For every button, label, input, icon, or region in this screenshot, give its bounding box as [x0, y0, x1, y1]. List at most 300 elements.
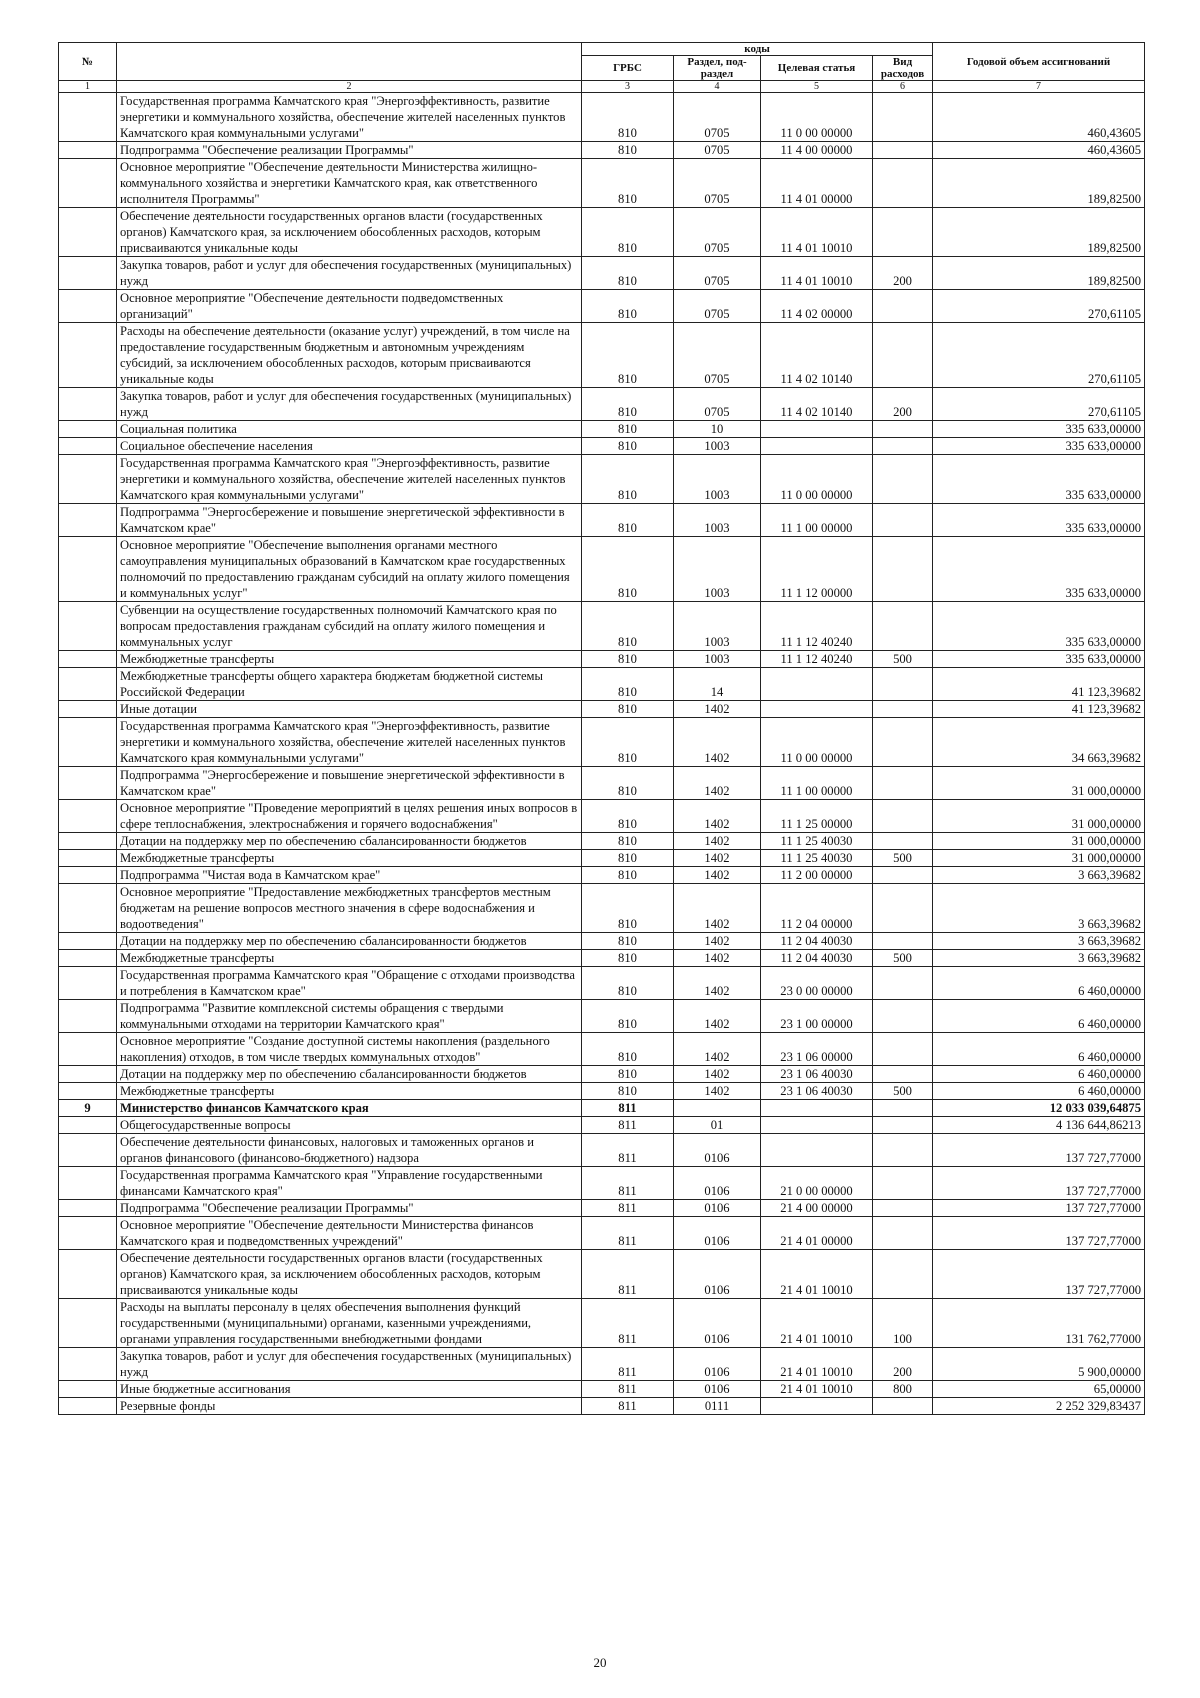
- row-target-code: 21 4 01 00000: [761, 1217, 873, 1250]
- row-expense-type: 500: [873, 850, 933, 867]
- col-codes-header: коды: [582, 43, 933, 56]
- row-target-code: 11 1 00 00000: [761, 767, 873, 800]
- table-row: [59, 208, 1145, 257]
- table-row: [59, 1167, 1145, 1200]
- row-expense-type: [873, 1167, 933, 1200]
- table-row: [59, 800, 1145, 833]
- row-amount: 335 633,00000: [933, 651, 1145, 668]
- row-amount: 137 727,77000: [933, 1134, 1145, 1167]
- row-number: [59, 701, 117, 718]
- row-section-code: 0106: [674, 1167, 761, 1200]
- row-section-code: 0705: [674, 93, 761, 142]
- row-expense-type: [873, 800, 933, 833]
- row-target-code: 11 1 25 40030: [761, 833, 873, 850]
- row-amount: 41 123,39682: [933, 701, 1145, 718]
- row-section-code: 1402: [674, 850, 761, 867]
- row-grbs-code: 811: [582, 1348, 674, 1381]
- table-row: [59, 867, 1145, 884]
- row-name: Государственная программа Камчатского края "Энергоэффективность, развитие энергетики и коммунального хозяйства, обеспечение жителей населенных пунктов Камчатского края коммунальными услугами": [117, 455, 582, 504]
- row-grbs-code: 810: [582, 159, 674, 208]
- row-name: Государственная программа Камчатского края "Энергоэффективность, развитие энергетики и коммунального хозяйства, обеспечение жителей населенных пунктов Камчатского края коммунальными услугами": [117, 93, 582, 142]
- row-name: Основное мероприятие "Обеспечение деятельности Министерства финансов Камчатского края и подведомственных учреждений": [117, 1217, 582, 1250]
- col-index: 7: [933, 81, 1145, 93]
- row-target-code: 11 4 02 00000: [761, 290, 873, 323]
- row-expense-type: [873, 933, 933, 950]
- row-amount: 460,43605: [933, 93, 1145, 142]
- row-section-code: 1402: [674, 1083, 761, 1100]
- row-number: [59, 455, 117, 504]
- row-number: [59, 142, 117, 159]
- row-target-code: [761, 421, 873, 438]
- row-name: Закупка товаров, работ и услуг для обеспечения государственных (муниципальных) нужд: [117, 257, 582, 290]
- row-grbs-code: 810: [582, 767, 674, 800]
- row-amount: 6 460,00000: [933, 1000, 1145, 1033]
- row-number: [59, 1117, 117, 1134]
- row-section-code: 1003: [674, 438, 761, 455]
- row-amount: 5 900,00000: [933, 1348, 1145, 1381]
- table-row: [59, 1100, 1145, 1117]
- row-amount: 131 762,77000: [933, 1299, 1145, 1348]
- table-row: [59, 767, 1145, 800]
- row-number: [59, 718, 117, 767]
- row-amount: 270,61105: [933, 388, 1145, 421]
- row-section-code: 01: [674, 1117, 761, 1134]
- col-index: 3: [582, 81, 674, 93]
- row-number: [59, 1083, 117, 1100]
- table-row: [59, 257, 1145, 290]
- row-number: [59, 93, 117, 142]
- col-expense-type-header: Вид расходов: [873, 56, 933, 81]
- row-expense-type: 500: [873, 651, 933, 668]
- row-number: [59, 1033, 117, 1066]
- row-amount: 3 663,39682: [933, 933, 1145, 950]
- row-target-code: [761, 1100, 873, 1117]
- table-row: [59, 950, 1145, 967]
- row-amount: 460,43605: [933, 142, 1145, 159]
- row-section-code: 1402: [674, 1000, 761, 1033]
- table-row: [59, 438, 1145, 455]
- col-target-header: Целевая статья: [761, 56, 873, 81]
- row-expense-type: [873, 290, 933, 323]
- row-name: Подпрограмма "Чистая вода в Камчатском крае": [117, 867, 582, 884]
- row-amount: 31 000,00000: [933, 800, 1145, 833]
- row-number: [59, 438, 117, 455]
- row-name: Обеспечение деятельности финансовых, налоговых и таможенных органов и органов финансового (финансово-бюджетного) надзора: [117, 1134, 582, 1167]
- row-amount: 335 633,00000: [933, 602, 1145, 651]
- table-row: [59, 1083, 1145, 1100]
- row-section-code: 1402: [674, 800, 761, 833]
- row-amount: 34 663,39682: [933, 718, 1145, 767]
- row-name: Основное мероприятие "Обеспечение выполнения органами местного самоуправления муниципальных образований в Камчатском крае государственных полномочий по предоставлению гражданам субсидий на оплату жилого помещения и коммунальных услуг": [117, 537, 582, 602]
- row-expense-type: [873, 833, 933, 850]
- row-grbs-code: 811: [582, 1167, 674, 1200]
- row-section-code: 1003: [674, 602, 761, 651]
- row-number: [59, 967, 117, 1000]
- row-name: Социальная политика: [117, 421, 582, 438]
- row-expense-type: [873, 1134, 933, 1167]
- row-section-code: 1402: [674, 1033, 761, 1066]
- row-target-code: 11 0 00 00000: [761, 718, 873, 767]
- row-name: Расходы на обеспечение деятельности (оказание услуг) учреждений, в том числе на предоставление государственным бюджетным и автономным учреждениям субсидий, за исключением обособленных расходов, которым присваиваются уникальные коды: [117, 323, 582, 388]
- row-expense-type: [873, 455, 933, 504]
- row-name: Обеспечение деятельности государственных органов власти (государственных органов) Камчатского края, за исключением обособленных расходов, которым присваиваются уникальные коды: [117, 208, 582, 257]
- row-section-code: 0106: [674, 1134, 761, 1167]
- row-name: Субвенции на осуществление государственных полномочий Камчатского края по вопросам предоставления гражданам субсидий на оплату жилого помещения и коммунальных услуг: [117, 602, 582, 651]
- col-index: 1: [59, 81, 117, 93]
- table-row: [59, 718, 1145, 767]
- row-section-code: 0705: [674, 388, 761, 421]
- row-number: [59, 850, 117, 867]
- row-amount: 6 460,00000: [933, 967, 1145, 1000]
- row-section-code: 1402: [674, 933, 761, 950]
- row-target-code: 11 2 04 40030: [761, 933, 873, 950]
- row-amount: 137 727,77000: [933, 1250, 1145, 1299]
- table-row: [59, 1033, 1145, 1066]
- row-expense-type: [873, 718, 933, 767]
- row-amount: 270,61105: [933, 323, 1145, 388]
- row-amount: 2 252 329,83437: [933, 1398, 1145, 1415]
- table-row: [59, 651, 1145, 668]
- row-section-code: 1003: [674, 537, 761, 602]
- row-number: [59, 504, 117, 537]
- row-section-code: [674, 1100, 761, 1117]
- col-index: 6: [873, 81, 933, 93]
- table-row: [59, 850, 1145, 867]
- row-expense-type: 100: [873, 1299, 933, 1348]
- row-section-code: 1402: [674, 833, 761, 850]
- row-target-code: 11 4 01 10010: [761, 208, 873, 257]
- table-row: [59, 701, 1145, 718]
- row-amount: 335 633,00000: [933, 438, 1145, 455]
- table-row: [59, 933, 1145, 950]
- table-row: [59, 884, 1145, 933]
- table-row: [59, 323, 1145, 388]
- row-number: [59, 833, 117, 850]
- row-target-code: 11 1 12 00000: [761, 537, 873, 602]
- row-target-code: [761, 701, 873, 718]
- table-row: [59, 833, 1145, 850]
- row-section-code: 0705: [674, 323, 761, 388]
- row-number: [59, 323, 117, 388]
- row-target-code: 23 1 06 00000: [761, 1033, 873, 1066]
- row-target-code: 21 4 01 10010: [761, 1299, 873, 1348]
- table-row: [59, 290, 1145, 323]
- row-grbs-code: 810: [582, 438, 674, 455]
- row-section-code: 14: [674, 668, 761, 701]
- row-number: [59, 388, 117, 421]
- row-amount: 270,61105: [933, 290, 1145, 323]
- row-section-code: 0705: [674, 159, 761, 208]
- row-number: [59, 1134, 117, 1167]
- row-grbs-code: 810: [582, 1033, 674, 1066]
- row-grbs-code: 811: [582, 1250, 674, 1299]
- row-number: [59, 651, 117, 668]
- col-amount-header: Годовой объем ассигнований: [933, 43, 1145, 81]
- row-grbs-code: 810: [582, 800, 674, 833]
- row-expense-type: [873, 1217, 933, 1250]
- row-target-code: [761, 1117, 873, 1134]
- row-grbs-code: 811: [582, 1117, 674, 1134]
- row-amount: 137 727,77000: [933, 1217, 1145, 1250]
- row-section-code: 1402: [674, 867, 761, 884]
- row-name: Основное мероприятие "Обеспечение деятельности Министерства жилищно-коммунального хозяйства и энергетики Камчатского края, как ответственного исполнителя Программы": [117, 159, 582, 208]
- row-amount: 65,00000: [933, 1381, 1145, 1398]
- row-number: [59, 1200, 117, 1217]
- row-target-code: 21 4 01 10010: [761, 1381, 873, 1398]
- row-expense-type: 500: [873, 1083, 933, 1100]
- row-expense-type: [873, 1066, 933, 1083]
- row-grbs-code: 810: [582, 208, 674, 257]
- row-number: [59, 950, 117, 967]
- row-expense-type: [873, 1398, 933, 1415]
- row-name: Общегосударственные вопросы: [117, 1117, 582, 1134]
- row-grbs-code: 810: [582, 537, 674, 602]
- row-expense-type: [873, 438, 933, 455]
- row-expense-type: [873, 159, 933, 208]
- row-expense-type: [873, 1117, 933, 1134]
- table-row: [59, 1066, 1145, 1083]
- row-expense-type: [873, 701, 933, 718]
- row-expense-type: [873, 504, 933, 537]
- row-name: Резервные фонды: [117, 1398, 582, 1415]
- table-row: [59, 967, 1145, 1000]
- row-name: Расходы на выплаты персоналу в целях обеспечения выполнения функций государственными (муниципальными) органами, казенными учреждениями, органами управления государственными внебюджетными фондами: [117, 1299, 582, 1348]
- row-section-code: 0106: [674, 1217, 761, 1250]
- row-target-code: 21 4 00 00000: [761, 1200, 873, 1217]
- row-name: Государственная программа Камчатского края "Энергоэффективность, развитие энергетики и коммунального хозяйства, обеспечение жителей населенных пунктов Камчатского края коммунальными услугами": [117, 718, 582, 767]
- row-number: [59, 257, 117, 290]
- row-amount: 4 136 644,86213: [933, 1117, 1145, 1134]
- row-target-code: 11 2 04 00000: [761, 884, 873, 933]
- row-name: Основное мероприятие "Обеспечение деятельности подведомственных организаций": [117, 290, 582, 323]
- row-number: [59, 290, 117, 323]
- row-expense-type: 500: [873, 950, 933, 967]
- row-grbs-code: 810: [582, 850, 674, 867]
- row-grbs-code: 810: [582, 884, 674, 933]
- row-target-code: [761, 668, 873, 701]
- row-grbs-code: 811: [582, 1217, 674, 1250]
- table-row: [59, 504, 1145, 537]
- row-amount: 189,82500: [933, 159, 1145, 208]
- table-row: [59, 1217, 1145, 1250]
- row-name: Межбюджетные трансферты общего характера бюджетам бюджетной системы Российской Федерации: [117, 668, 582, 701]
- row-name: Обеспечение деятельности государственных органов власти (государственных органов) Камчатского края, за исключением обособленных расходов, которым присваиваются уникальные коды: [117, 1250, 582, 1299]
- row-number: [59, 1398, 117, 1415]
- col-index: 4: [674, 81, 761, 93]
- row-amount: 335 633,00000: [933, 455, 1145, 504]
- row-grbs-code: 810: [582, 1066, 674, 1083]
- table-row: [59, 1381, 1145, 1398]
- row-name: Иные бюджетные ассигнования: [117, 1381, 582, 1398]
- row-section-code: 0705: [674, 208, 761, 257]
- row-expense-type: [873, 668, 933, 701]
- row-target-code: 23 1 00 00000: [761, 1000, 873, 1033]
- row-expense-type: [873, 142, 933, 159]
- row-target-code: 11 1 12 40240: [761, 651, 873, 668]
- row-expense-type: 200: [873, 388, 933, 421]
- row-expense-type: [873, 421, 933, 438]
- row-number: [59, 1167, 117, 1200]
- row-section-code: 0111: [674, 1398, 761, 1415]
- row-amount: 137 727,77000: [933, 1200, 1145, 1217]
- row-name: Дотации на поддержку мер по обеспечению сбалансированности бюджетов: [117, 933, 582, 950]
- row-target-code: 11 4 02 10140: [761, 323, 873, 388]
- table-row: [59, 142, 1145, 159]
- row-grbs-code: 810: [582, 668, 674, 701]
- row-target-code: 23 1 06 40030: [761, 1066, 873, 1083]
- row-name: Дотации на поддержку мер по обеспечению сбалансированности бюджетов: [117, 1066, 582, 1083]
- row-section-code: 0705: [674, 257, 761, 290]
- row-section-code: 1402: [674, 967, 761, 1000]
- row-grbs-code: 811: [582, 1134, 674, 1167]
- row-target-code: 11 1 25 40030: [761, 850, 873, 867]
- col-section-header: Раздел, под-раздел: [674, 56, 761, 81]
- col-name-header: [117, 43, 582, 81]
- row-expense-type: [873, 323, 933, 388]
- row-amount: 3 663,39682: [933, 884, 1145, 933]
- row-section-code: 0106: [674, 1200, 761, 1217]
- row-name: Государственная программа Камчатского края "Обращение с отходами производства и потребления в Камчатском крае": [117, 967, 582, 1000]
- table-row: [59, 668, 1145, 701]
- row-name: Закупка товаров, работ и услуг для обеспечения государственных (муниципальных) нужд: [117, 1348, 582, 1381]
- row-expense-type: [873, 208, 933, 257]
- table-row: [59, 1398, 1145, 1415]
- row-grbs-code: 811: [582, 1100, 674, 1117]
- row-expense-type: 200: [873, 257, 933, 290]
- row-amount: 335 633,00000: [933, 537, 1145, 602]
- table-row: [59, 537, 1145, 602]
- row-target-code: [761, 1398, 873, 1415]
- row-grbs-code: 810: [582, 718, 674, 767]
- row-target-code: 11 0 00 00000: [761, 93, 873, 142]
- row-grbs-code: 810: [582, 701, 674, 718]
- row-name: Подпрограмма "Обеспечение реализации Программы": [117, 142, 582, 159]
- row-target-code: 11 4 01 10010: [761, 257, 873, 290]
- row-amount: 137 727,77000: [933, 1167, 1145, 1200]
- row-grbs-code: 810: [582, 388, 674, 421]
- row-name: Межбюджетные трансферты: [117, 651, 582, 668]
- row-target-code: 11 4 02 10140: [761, 388, 873, 421]
- row-amount: 6 460,00000: [933, 1033, 1145, 1066]
- row-target-code: 11 2 00 00000: [761, 867, 873, 884]
- table-row: [59, 1299, 1145, 1348]
- row-grbs-code: 810: [582, 833, 674, 850]
- row-name: Дотации на поддержку мер по обеспечению сбалансированности бюджетов: [117, 833, 582, 850]
- row-section-code: 1003: [674, 504, 761, 537]
- row-grbs-code: 810: [582, 1083, 674, 1100]
- row-expense-type: [873, 867, 933, 884]
- row-expense-type: [873, 93, 933, 142]
- row-expense-type: [873, 602, 933, 651]
- row-grbs-code: 810: [582, 602, 674, 651]
- row-number: [59, 537, 117, 602]
- row-number: [59, 1217, 117, 1250]
- row-target-code: 11 1 12 40240: [761, 602, 873, 651]
- row-section-code: 1003: [674, 651, 761, 668]
- row-expense-type: [873, 884, 933, 933]
- row-name: Подпрограмма "Энергосбережение и повышение энергетической эффективности в Камчатском крае": [117, 504, 582, 537]
- row-grbs-code: 811: [582, 1398, 674, 1415]
- row-amount: 31 000,00000: [933, 833, 1145, 850]
- row-target-code: 23 0 00 00000: [761, 967, 873, 1000]
- table-row: [59, 1250, 1145, 1299]
- row-grbs-code: 810: [582, 1000, 674, 1033]
- row-name: Социальное обеспечение населения: [117, 438, 582, 455]
- row-name: Закупка товаров, работ и услуг для обеспечения государственных (муниципальных) нужд: [117, 388, 582, 421]
- row-grbs-code: 810: [582, 421, 674, 438]
- row-section-code: 1402: [674, 884, 761, 933]
- row-section-code: 1402: [674, 950, 761, 967]
- row-amount: 189,82500: [933, 257, 1145, 290]
- row-grbs-code: 810: [582, 323, 674, 388]
- row-number: [59, 668, 117, 701]
- col-number-header: №: [59, 43, 117, 81]
- row-number: [59, 602, 117, 651]
- row-expense-type: [873, 1000, 933, 1033]
- row-target-code: [761, 438, 873, 455]
- row-name: Основное мероприятие "Создание доступной системы накопления (раздельного накопления) отходов, в том числе твердых коммунальных отходов": [117, 1033, 582, 1066]
- row-expense-type: [873, 537, 933, 602]
- row-section-code: 1402: [674, 767, 761, 800]
- row-grbs-code: 810: [582, 867, 674, 884]
- table-row: [59, 1000, 1145, 1033]
- table-row: [59, 159, 1145, 208]
- row-amount: 335 633,00000: [933, 504, 1145, 537]
- row-name: Межбюджетные трансферты: [117, 950, 582, 967]
- row-expense-type: [873, 1250, 933, 1299]
- row-expense-type: 200: [873, 1348, 933, 1381]
- row-number: [59, 421, 117, 438]
- row-number: 9: [59, 1100, 117, 1117]
- row-name: Подпрограмма "Обеспечение реализации Программы": [117, 1200, 582, 1217]
- row-name: Основное мероприятие "Предоставление межбюджетных трансфертов местным бюджетам на решение вопросов местного значения в сфере водоснабжения и водоотведения": [117, 884, 582, 933]
- page-number: 20: [593, 1655, 607, 1670]
- row-target-code: [761, 1134, 873, 1167]
- row-amount: 41 123,39682: [933, 668, 1145, 701]
- row-amount: 12 033 039,64875: [933, 1100, 1145, 1117]
- row-section-code: 1402: [674, 718, 761, 767]
- row-section-code: 1402: [674, 701, 761, 718]
- table-body: [59, 93, 1145, 1415]
- row-expense-type: [873, 1100, 933, 1117]
- row-name: Государственная программа Камчатского края "Управление государственными финансами Камчатского края": [117, 1167, 582, 1200]
- row-target-code: 11 1 25 00000: [761, 800, 873, 833]
- row-section-code: 0106: [674, 1348, 761, 1381]
- table-row: [59, 1200, 1145, 1217]
- row-amount: 31 000,00000: [933, 767, 1145, 800]
- col-index: 5: [761, 81, 873, 93]
- row-grbs-code: 810: [582, 651, 674, 668]
- table-row: [59, 1134, 1145, 1167]
- row-expense-type: [873, 967, 933, 1000]
- row-number: [59, 867, 117, 884]
- header-row-top: [59, 43, 1145, 56]
- row-name: Основное мероприятие "Проведение мероприятий в целях решения иных вопросов в сфере теплоснабжения, электроснабжения и горячего водоснабжения": [117, 800, 582, 833]
- table-row: [59, 1348, 1145, 1381]
- row-target-code: 21 4 01 10010: [761, 1250, 873, 1299]
- row-section-code: 0705: [674, 142, 761, 159]
- table-row: [59, 93, 1145, 142]
- row-grbs-code: 810: [582, 950, 674, 967]
- row-number: [59, 767, 117, 800]
- row-amount: 6 460,00000: [933, 1066, 1145, 1083]
- row-number: [59, 159, 117, 208]
- row-number: [59, 1381, 117, 1398]
- row-amount: 3 663,39682: [933, 950, 1145, 967]
- row-grbs-code: 810: [582, 455, 674, 504]
- row-expense-type: [873, 767, 933, 800]
- row-grbs-code: 811: [582, 1200, 674, 1217]
